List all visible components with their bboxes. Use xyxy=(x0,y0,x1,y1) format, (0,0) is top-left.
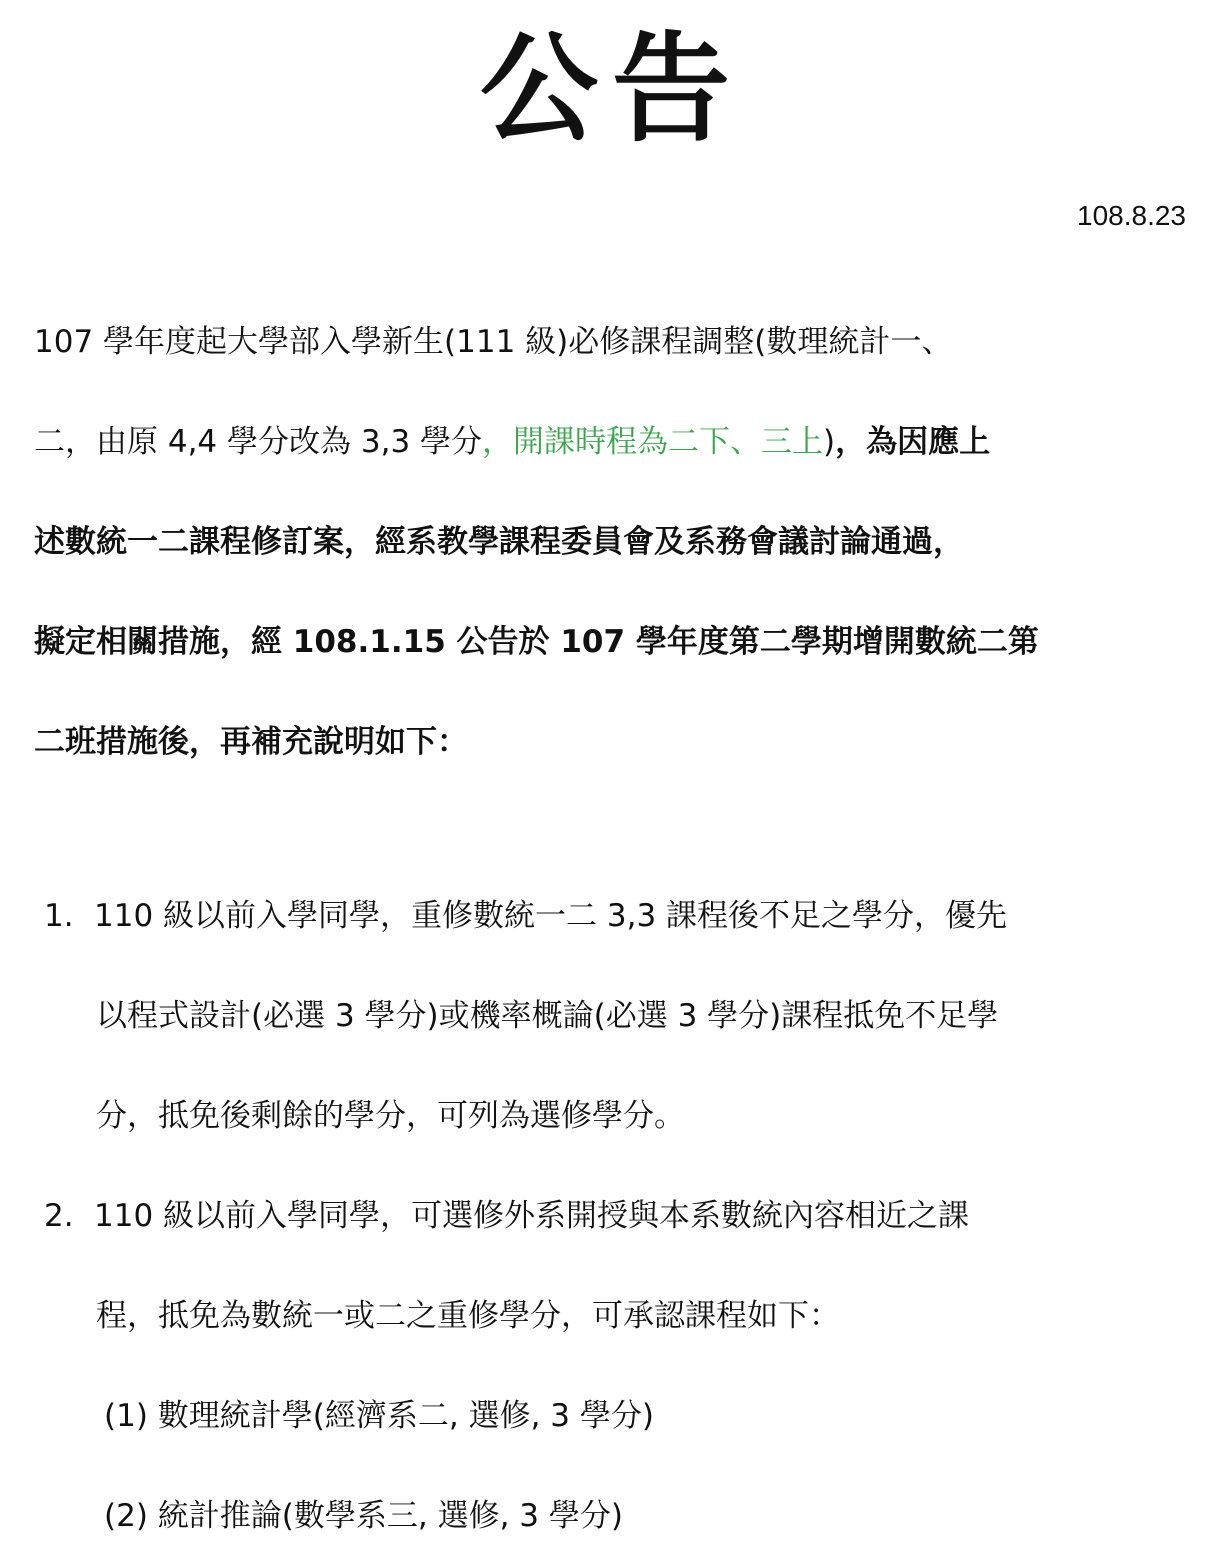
list-item-2 xyxy=(44,1166,1194,1366)
list-item-1-line-3: 分，抵免後剩餘的學分，可列為選修學分。 xyxy=(96,1098,685,1134)
list-item-1 xyxy=(44,866,1194,1166)
list-item-2-line-2: 程，抵免為數統一或二之重修學分，可承認課程如下： xyxy=(96,1298,840,1334)
intro-line-3: 述數統一二課程修訂案，經系教學課程委員會及系務會議討論通過， xyxy=(34,524,964,560)
page-title: 公告 xyxy=(479,19,744,158)
intro-line-1: 107 學年度起大學部入學新生(111 級)必修課程調整(數理統計一、 xyxy=(34,324,953,360)
sub-item-2: (2) 統計推論(數學系三, 選修, 3 學分) xyxy=(104,1498,623,1534)
intro-paragraph xyxy=(34,292,1194,792)
intro-line-2-close: ) xyxy=(823,424,836,460)
list-item-1-number: 1. xyxy=(44,898,74,934)
intro-line-4: 擬定相關措施，經 108.1.15 公告於 107 學年度第二學期增開數統二第 xyxy=(34,624,1039,660)
list-item-1-text-1: 110 級以前入學同學，重修數統一二 3,3 課程後不足之學分，優先 xyxy=(94,898,1008,934)
list-item-2-line-1 xyxy=(44,1166,1194,1266)
intro-line-2-bold: ，為因應上 xyxy=(835,424,991,460)
list-item-1-line-1 xyxy=(44,866,1194,966)
announcement-date: 108.8.23 xyxy=(1077,200,1186,231)
intro-line-2-plain: 二，由原 4,4 學分改為 3,3 學分 xyxy=(34,424,483,460)
sub-item-1: (1) 數理統計學(經濟系二, 選修, 3 學分) xyxy=(104,1398,654,1434)
intro-line-5: 二班措施後，再補充說明如下： xyxy=(34,724,468,760)
intro-line-2 xyxy=(34,392,1194,492)
intro-line-2-green: ，開課時程為二下、三上 xyxy=(482,424,824,460)
list-item-1-line-2: 以程式設計(必選 3 學分)或機率概論(必選 3 學分)課程抵免不足學 xyxy=(96,998,999,1034)
list-item-2-text-1: 110 級以前入學同學，可選修外系開授與本系數統內容相近之課 xyxy=(94,1198,970,1234)
list-item-2-number: 2. xyxy=(44,1198,74,1234)
